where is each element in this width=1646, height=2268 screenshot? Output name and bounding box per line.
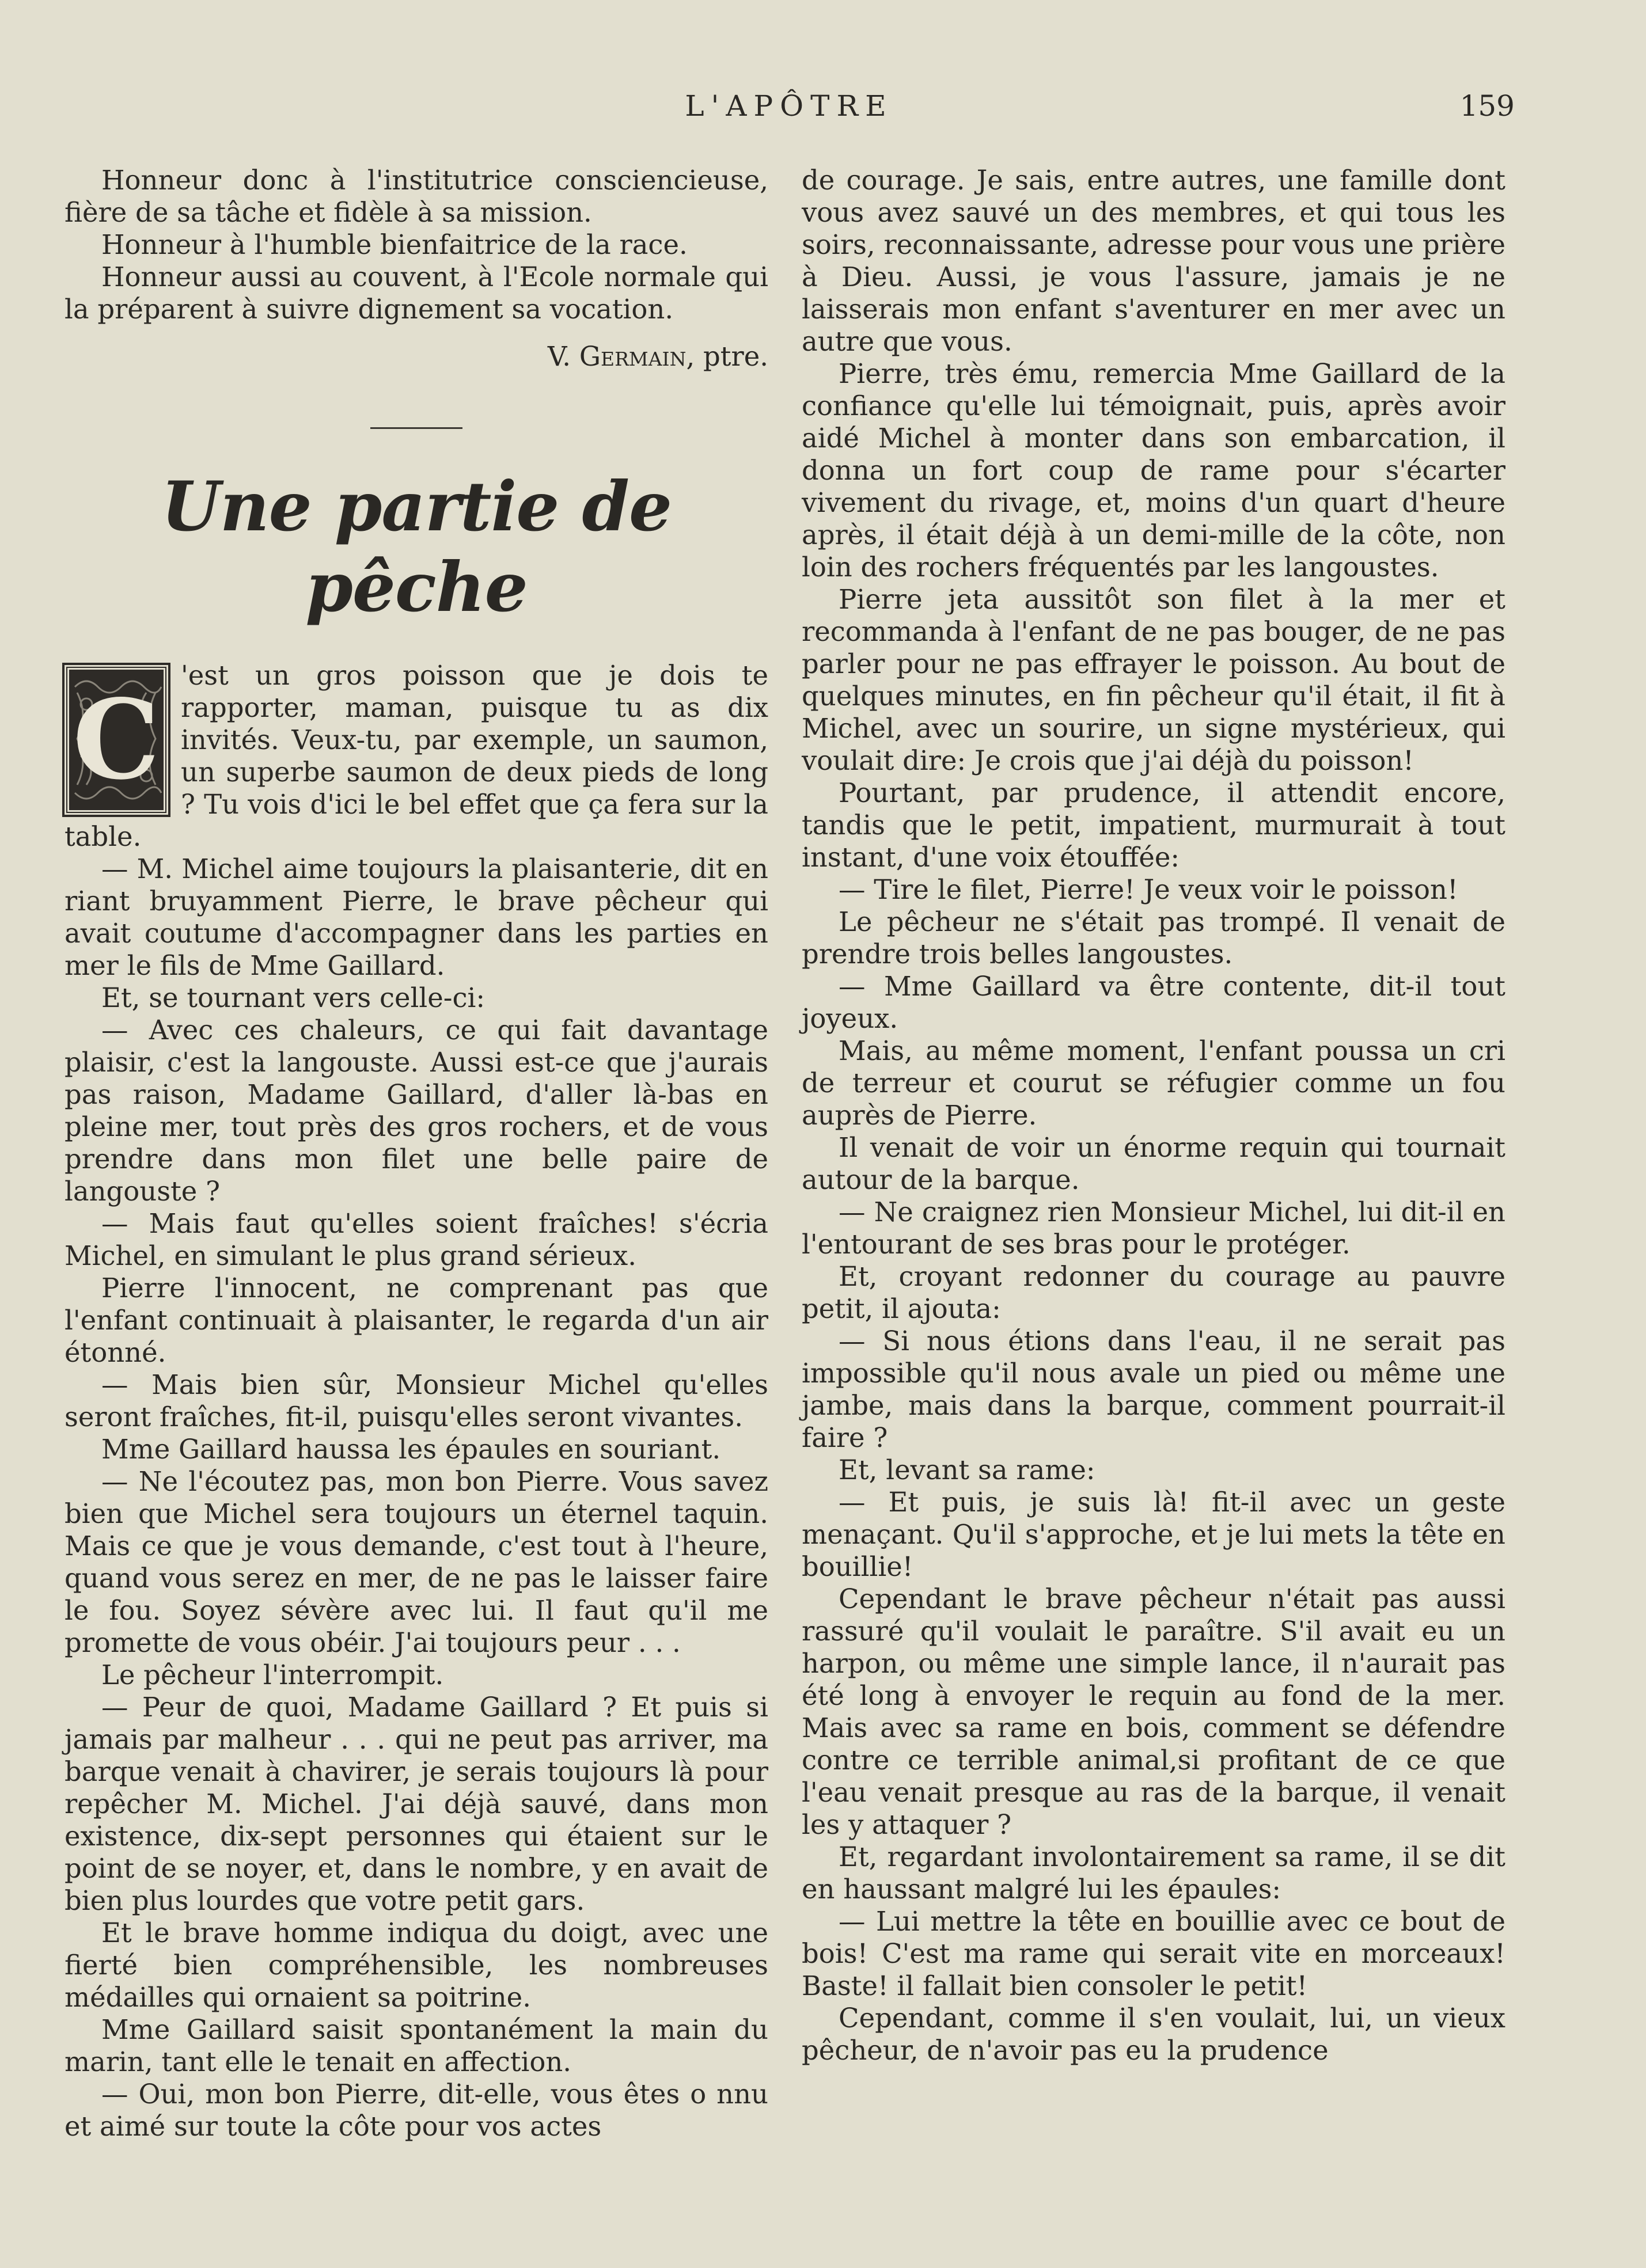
paragraph: — Ne craignez rien Monsieur Michel, lui dit-il en l'entourant de ses bras pour le protéger. [802,1196,1505,1260]
paragraph: — Oui, mon bon Pierre, dit-elle, vous êtes o nnu et aimé sur toute la côte pour vos actes [65,2079,768,2142]
paragraph: — Peur de quoi, Madame Gaillard ? Et puis si jamais par malheur . . . qui ne peut pas arriver, ma barque venait à chavirer, je serais toujours là pour repêcher M. Michel. J'ai déjà sauvé, dans mon existence, dix-sept personnes qui étaient sur le point de se noyer, et, dans le nombre, y en avait de bien plus lourdes que votre petit gars. [65,1692,768,1916]
running-title: L'APÔTRE [685,89,893,123]
drop-cap-letter: C [73,675,160,804]
article-title: Une partie de pêche [161,466,672,627]
paragraph: Et, levant sa rame: [839,1454,1095,1486]
paragraph: de courage. Je sais, entre autres, une famille dont vous avez sauvé un des membres, et qui tous les soirs, reconnaissante, adresse pour vous une prière à Dieu. Aussi, je vous l'assure, jamais je ne laisserais mon enfant s'aventurer en mer avec un autre que vous. [802,165,1505,357]
paragraph: Mme Gaillard haussa les épaules en souriant. [101,1434,721,1465]
paragraph: Le pêcheur ne s'était pas trompé. Il venait de prendre trois belles langoustes. [802,906,1505,970]
paragraph: Cependant, comme il s'en voulait, lui, un vieux pêcheur, de n'avoir pas eu la prudence [802,2003,1505,2066]
paragraph: Pourtant, par prudence, il attendit encore, tandis que le petit, impatient, murmurait à tout instant, d'une voix étouffée: [802,777,1505,873]
paragraph: Et le brave homme indiqua du doigt, avec une fierté bien compréhensible, les nombreuses médailles qui ornaient sa poitrine. [65,1917,768,2013]
right-column [802,164,1505,2066]
paragraph: Pierre l'innocent, ne comprenant pas que l'enfant continuait à plaisanter, le regarda d'un air étonné. [65,1272,768,1368]
section-divider [370,427,462,429]
paragraph: — Ne l'écoutez pas, mon bon Pierre. Vous savez bien que Michel sera toujours un éternel taquin. Mais ce que je vous demande, c'est tout à l'heure, quand vous serez en mer, de ne pas le laisser faire le fou. Soyez sévère avec lui. Il faut qu'il me promette de vous obéir. J'ai toujours peur . . . [65,1466,768,1658]
paragraph: Il venait de voir un énorme requin qui tournait autour de la barque. [802,1132,1505,1195]
paragraph: — Mme Gaillard va être contente, dit-il tout joyeux. [802,971,1505,1034]
paragraph: — Lui mettre la tête en bouillie avec ce bout de bois! C'est ma rame qui serait vite en morceaux! Baste! il fallait bien consoler le petit! [802,1906,1505,2001]
paragraph: Pierre, très ému, remercia Mme Gaillard de la confiance qu'elle lui témoignait, puis, après avoir aidé Michel à monter dans son embarcation, il donna un fort coup de rame pour s'écarter vivement du rivage, et, moins d'un quart d'heure après, il était déjà à un demi-mille de la côte, non loin des rochers fréquentés par les langoustes. [802,358,1505,583]
article-body-left [65,659,768,2142]
paragraph: — M. Michel aime toujours la plaisanterie, dit en riant bruyamment Pierre, le brave pêcheur qui avait coutume d'accompagner dans les parties en mer le fils de Mme Gaillard. [65,853,768,981]
paragraph: Le pêcheur l'interrompit. [101,1659,444,1690]
paragraph: — Mais faut qu'elles soient fraîches! s'écria Michel, en simulant le plus grand sérieux. [65,1208,768,1271]
paragraph: Et, regardant involontairement sa rame, il se dit en haussant malgré lui les épaules: [802,1841,1505,1905]
paragraph: Honneur donc à l'institutrice consciencieuse, fière de sa tâche et fidèle à sa mission. [65,165,768,228]
paragraph: 'est un gros poisson que je dois te rapporter, maman, puisque tu as dix invités. Veux-tu, par exemple, un saumon, un superbe saumon de deux pieds de long ? Tu vois d'ici le bel effet que ça fera sur la table. [65,660,768,852]
paragraph: Pierre jeta aussitôt son filet à la mer et recommanda à l'enfant de ne pas bouger, de ne pas parler pour ne pas effrayer le poisson. Au bout de quelques minutes, en fin pêcheur qu'il était, il fit à Michel, avec un sourire, un signe mystérieux, qui voulait dire: Je crois que j'ai déjà du poisson! [802,584,1505,776]
paragraph: — Et puis, je suis là! fit-il avec un geste menaçant. Qu'il s'approche, et je lui mets la tête en bouillie! [802,1487,1505,1582]
paragraph: — Tire le filet, Pierre! Je veux voir le poisson! [839,874,1458,905]
signature-name: Germain [579,341,687,372]
paragraph: Mais, au même moment, l'enfant poussa un cri de terreur et courut se réfugier comme un fou auprès de Pierre. [802,1035,1505,1131]
page-number: 159 [1459,89,1515,123]
paragraph: Et, se tournant vers celle-ci: [101,982,486,1013]
previous-article-ending [65,164,768,373]
signature-title: , ptre. [686,341,768,372]
paragraph: Honneur à l'humble bienfaitrice de la race. [101,229,688,260]
paragraph: Honneur aussi au couvent, à l'Ecole normale qui la préparent à suivre dignement sa vocation. [65,261,768,325]
paragraph: Mme Gaillard saisit spontanément la main du marin, tant elle le tenait en affection. [65,2014,768,2077]
drop-cap [65,665,168,815]
paragraph: — Si nous étions dans l'eau, il ne serait pas impossible qu'il nous avale un pied ou même une jambe, mais dans la barque, comment pourrait-il faire ? [802,1325,1505,1453]
page-header [63,86,1515,132]
author-signature [65,340,768,373]
signature-initial: V. [547,341,579,372]
paragraph: — Mais bien sûr, Monsieur Michel qu'elles seront fraîches, fit-il, puisqu'elles seront vivantes. [65,1369,768,1433]
paragraph: Et, croyant redonner du courage au pauvre petit, il ajouta: [802,1261,1505,1324]
paragraph: Cependant le brave pêcheur n'était pas aussi rassuré qu'il voulait le paraître. S'il avait eu un harpon, ou même une simple lance, il n'aurait pas été long à envoyer le requin au fond de la mer. Mais avec sa rame en bois, comment se défendre contre ce terrible animal,si profitant de ce que l'eau venait presque au ras de la barque, il venait les y attaquer ? [802,1583,1505,1840]
left-column [65,164,768,2142]
paragraph: — Avec ces chaleurs, ce qui fait davantage plaisir, c'est la langouste. Aussi est-ce que j'aurais pas raison, Madame Gaillard, d'aller là-bas en pleine mer, tout près des gros rochers, et de vous prendre dans mon filet une belle paire de langouste ? [65,1015,768,1207]
